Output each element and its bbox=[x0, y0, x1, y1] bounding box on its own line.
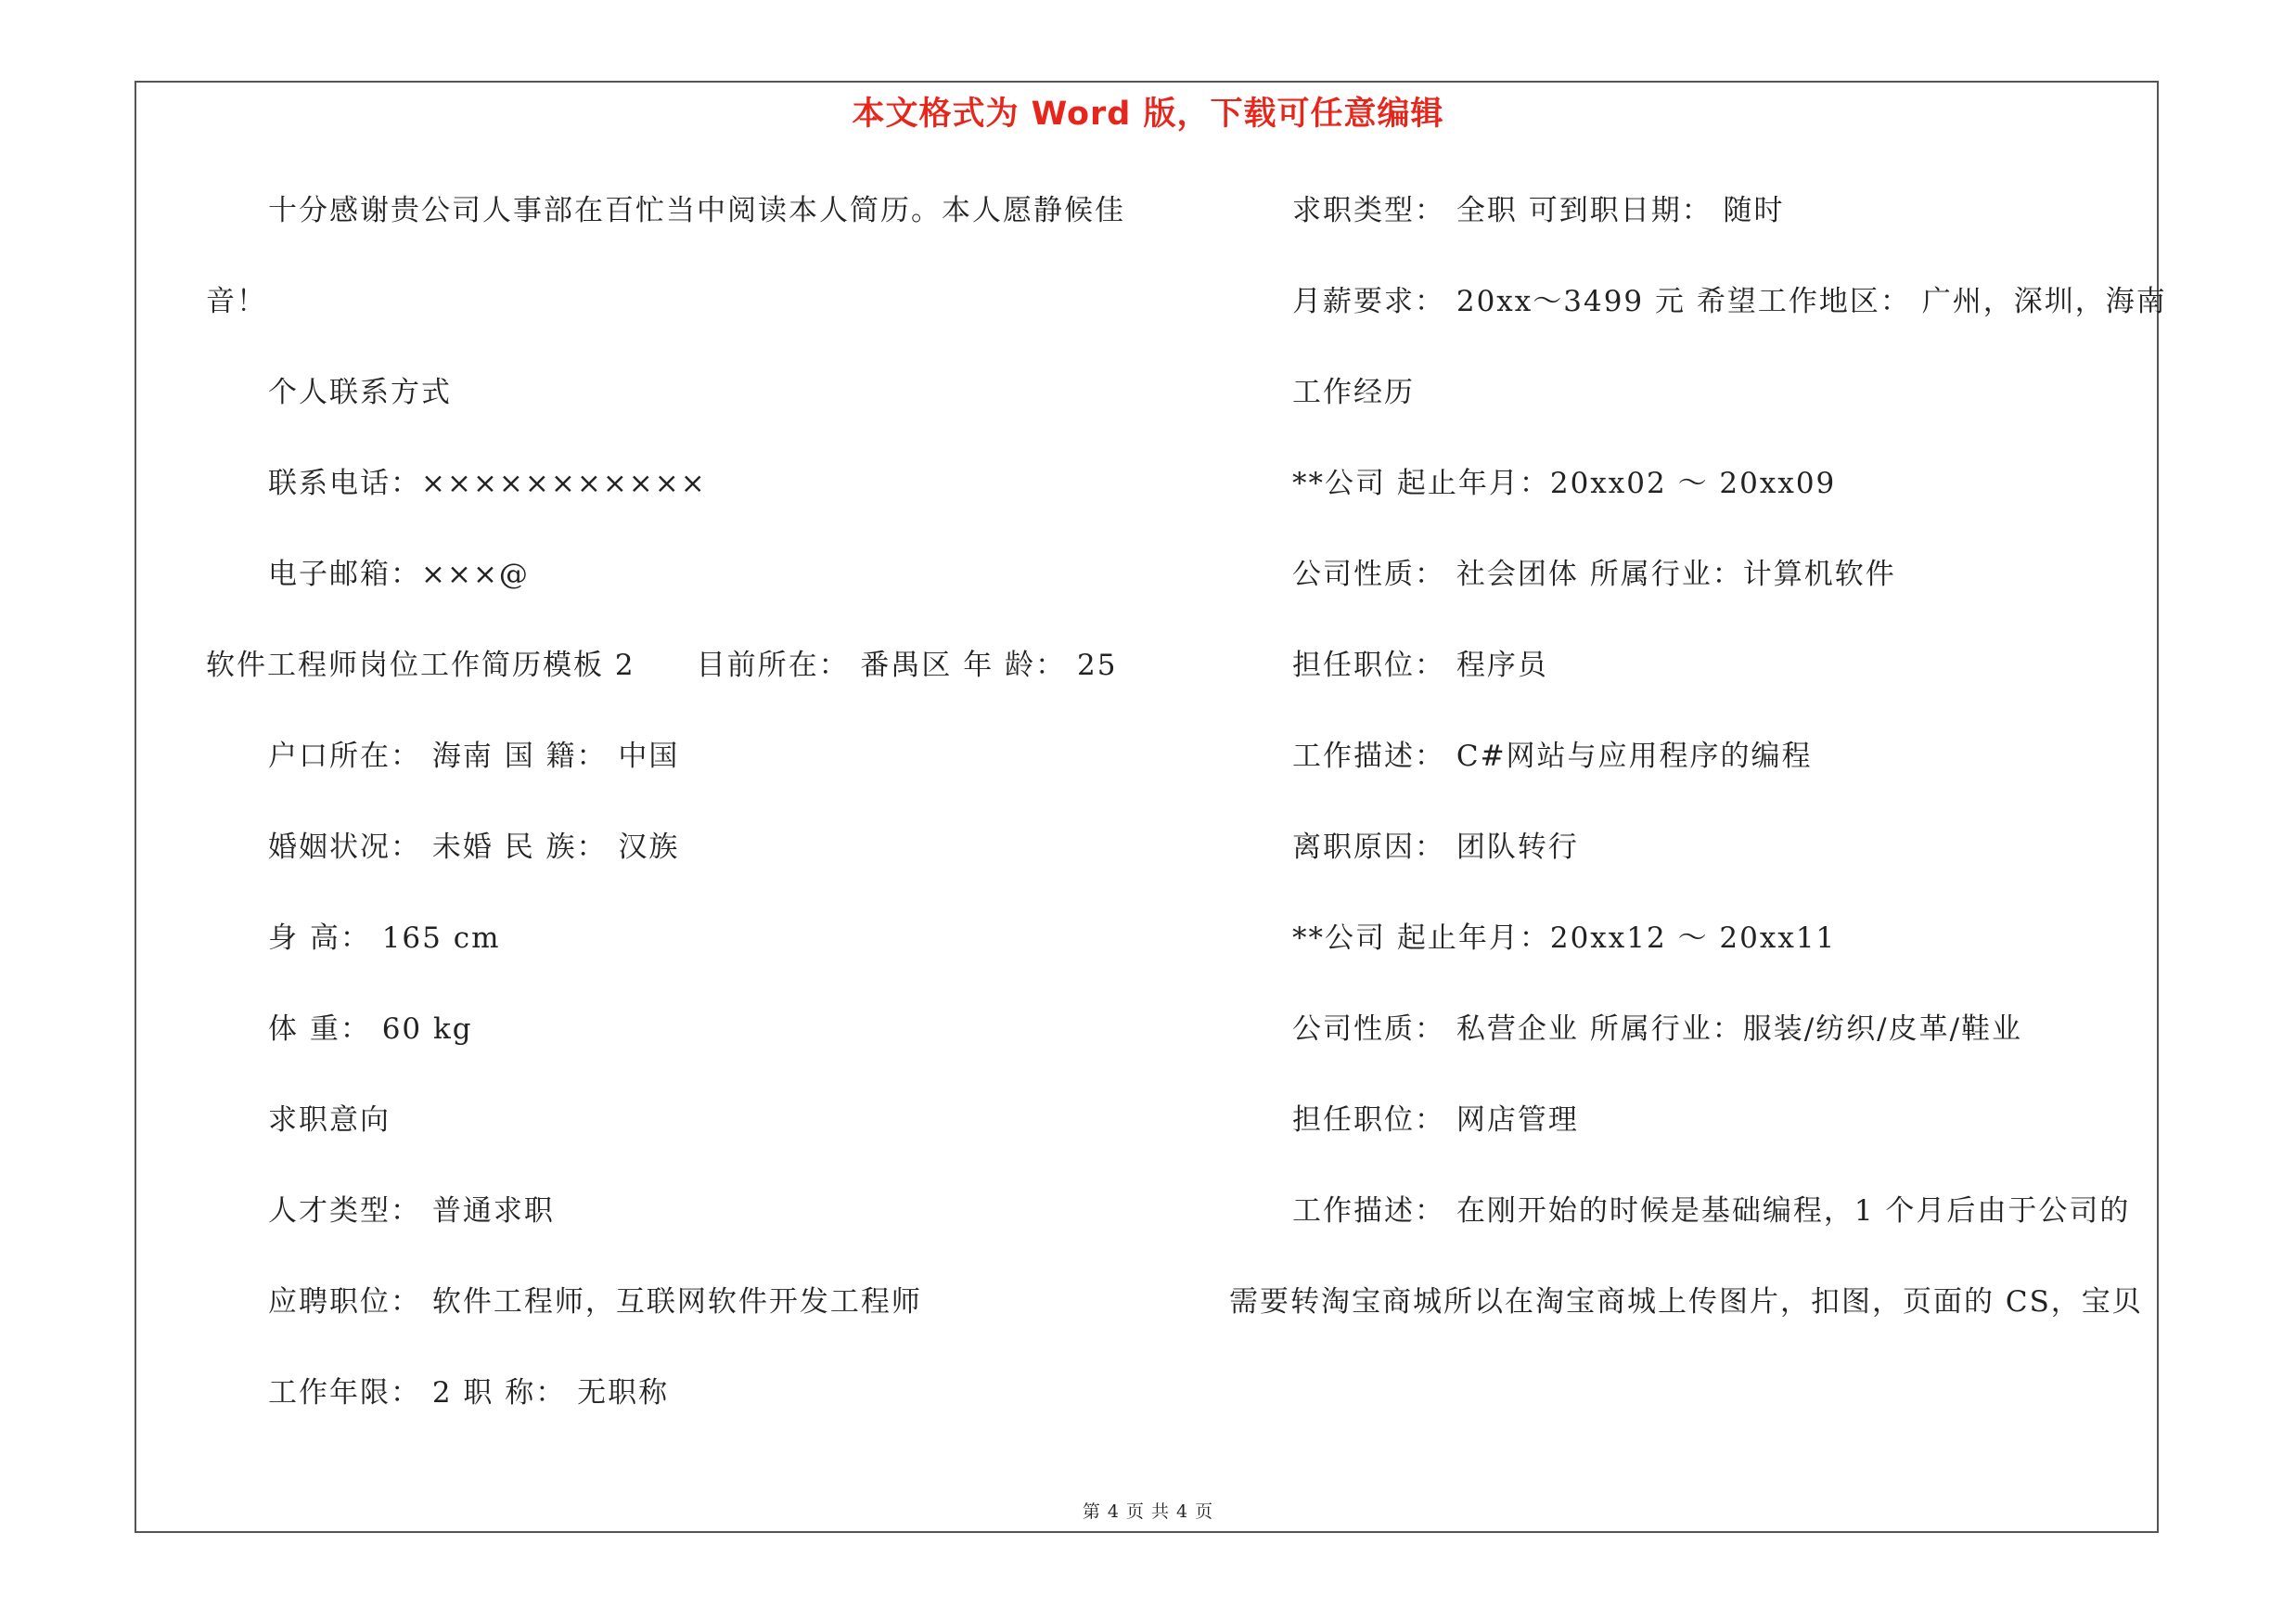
left-line: 体 重： 60 kg bbox=[268, 1012, 473, 1046]
right-line: 月薪要求： 20xx～3499 元 希望工作地区： 广州，深圳，海南 bbox=[1292, 285, 2167, 318]
right-line: **公司 起止年月：20xx12 ～ 20xx11 bbox=[1292, 921, 1837, 955]
right-line: 离职原因： 团队转行 bbox=[1292, 831, 1579, 864]
left-line: 身 高： 165 cm bbox=[268, 921, 501, 955]
section-heading-intent: 求职意向 bbox=[268, 1103, 391, 1137]
right-line: 公司性质： 私营企业 所属行业：服装/纺织/皮革/鞋业 bbox=[1292, 1012, 2023, 1046]
left-line: 应聘职位： 软件工程师，互联网软件开发工程师 bbox=[268, 1285, 922, 1319]
left-line: 人才类型： 普通求职 bbox=[268, 1194, 555, 1228]
right-line: 公司性质： 社会团体 所属行业：计算机软件 bbox=[1292, 558, 1896, 591]
right-line: 担任职位： 网店管理 bbox=[1292, 1103, 1579, 1137]
section-heading-contact: 个人联系方式 bbox=[268, 376, 452, 409]
right-line: 工作描述： C#网站与应用程序的编程 bbox=[1292, 740, 1813, 773]
left-line: 户口所在： 海南 国 籍： 中国 bbox=[268, 740, 680, 773]
right-line: 工作描述： 在刚开始的时候是基础编程，1 个月后由于公司的 bbox=[1292, 1194, 2131, 1228]
page-footer: 第 4 页 共 4 页 bbox=[1082, 1501, 1214, 1522]
left-line: 联系电话：××××××××××× bbox=[268, 467, 707, 500]
section-heading-experience: 工作经历 bbox=[1292, 376, 1415, 409]
left-line: 电子邮箱：×××@ bbox=[268, 558, 530, 591]
left-line: 婚姻状况： 未婚 民 族： 汉族 bbox=[268, 831, 680, 864]
right-line: **公司 起止年月：20xx02 ～ 20xx09 bbox=[1292, 467, 1837, 500]
left-line: 十分感谢贵公司人事部在百忙当中阅读本人简历。本人愿静候佳 bbox=[268, 194, 1125, 227]
right-line: 求职类型： 全职 可到职日期： 随时 bbox=[1292, 194, 1785, 227]
right-line: 担任职位： 程序员 bbox=[1292, 649, 1548, 682]
left-line: 音！ bbox=[206, 285, 267, 318]
left-line: 软件工程师岗位工作简历模板 2 目前所在： 番禺区 年 龄： 25 bbox=[206, 649, 1118, 682]
format-banner: 本文格式为 Word 版，下载可任意编辑 bbox=[852, 96, 1444, 133]
left-line: 工作年限： 2 职 称： 无职称 bbox=[268, 1376, 670, 1410]
right-line: 需要转淘宝商城所以在淘宝商城上传图片，扣图，页面的 CS，宝贝 bbox=[1229, 1285, 2143, 1319]
